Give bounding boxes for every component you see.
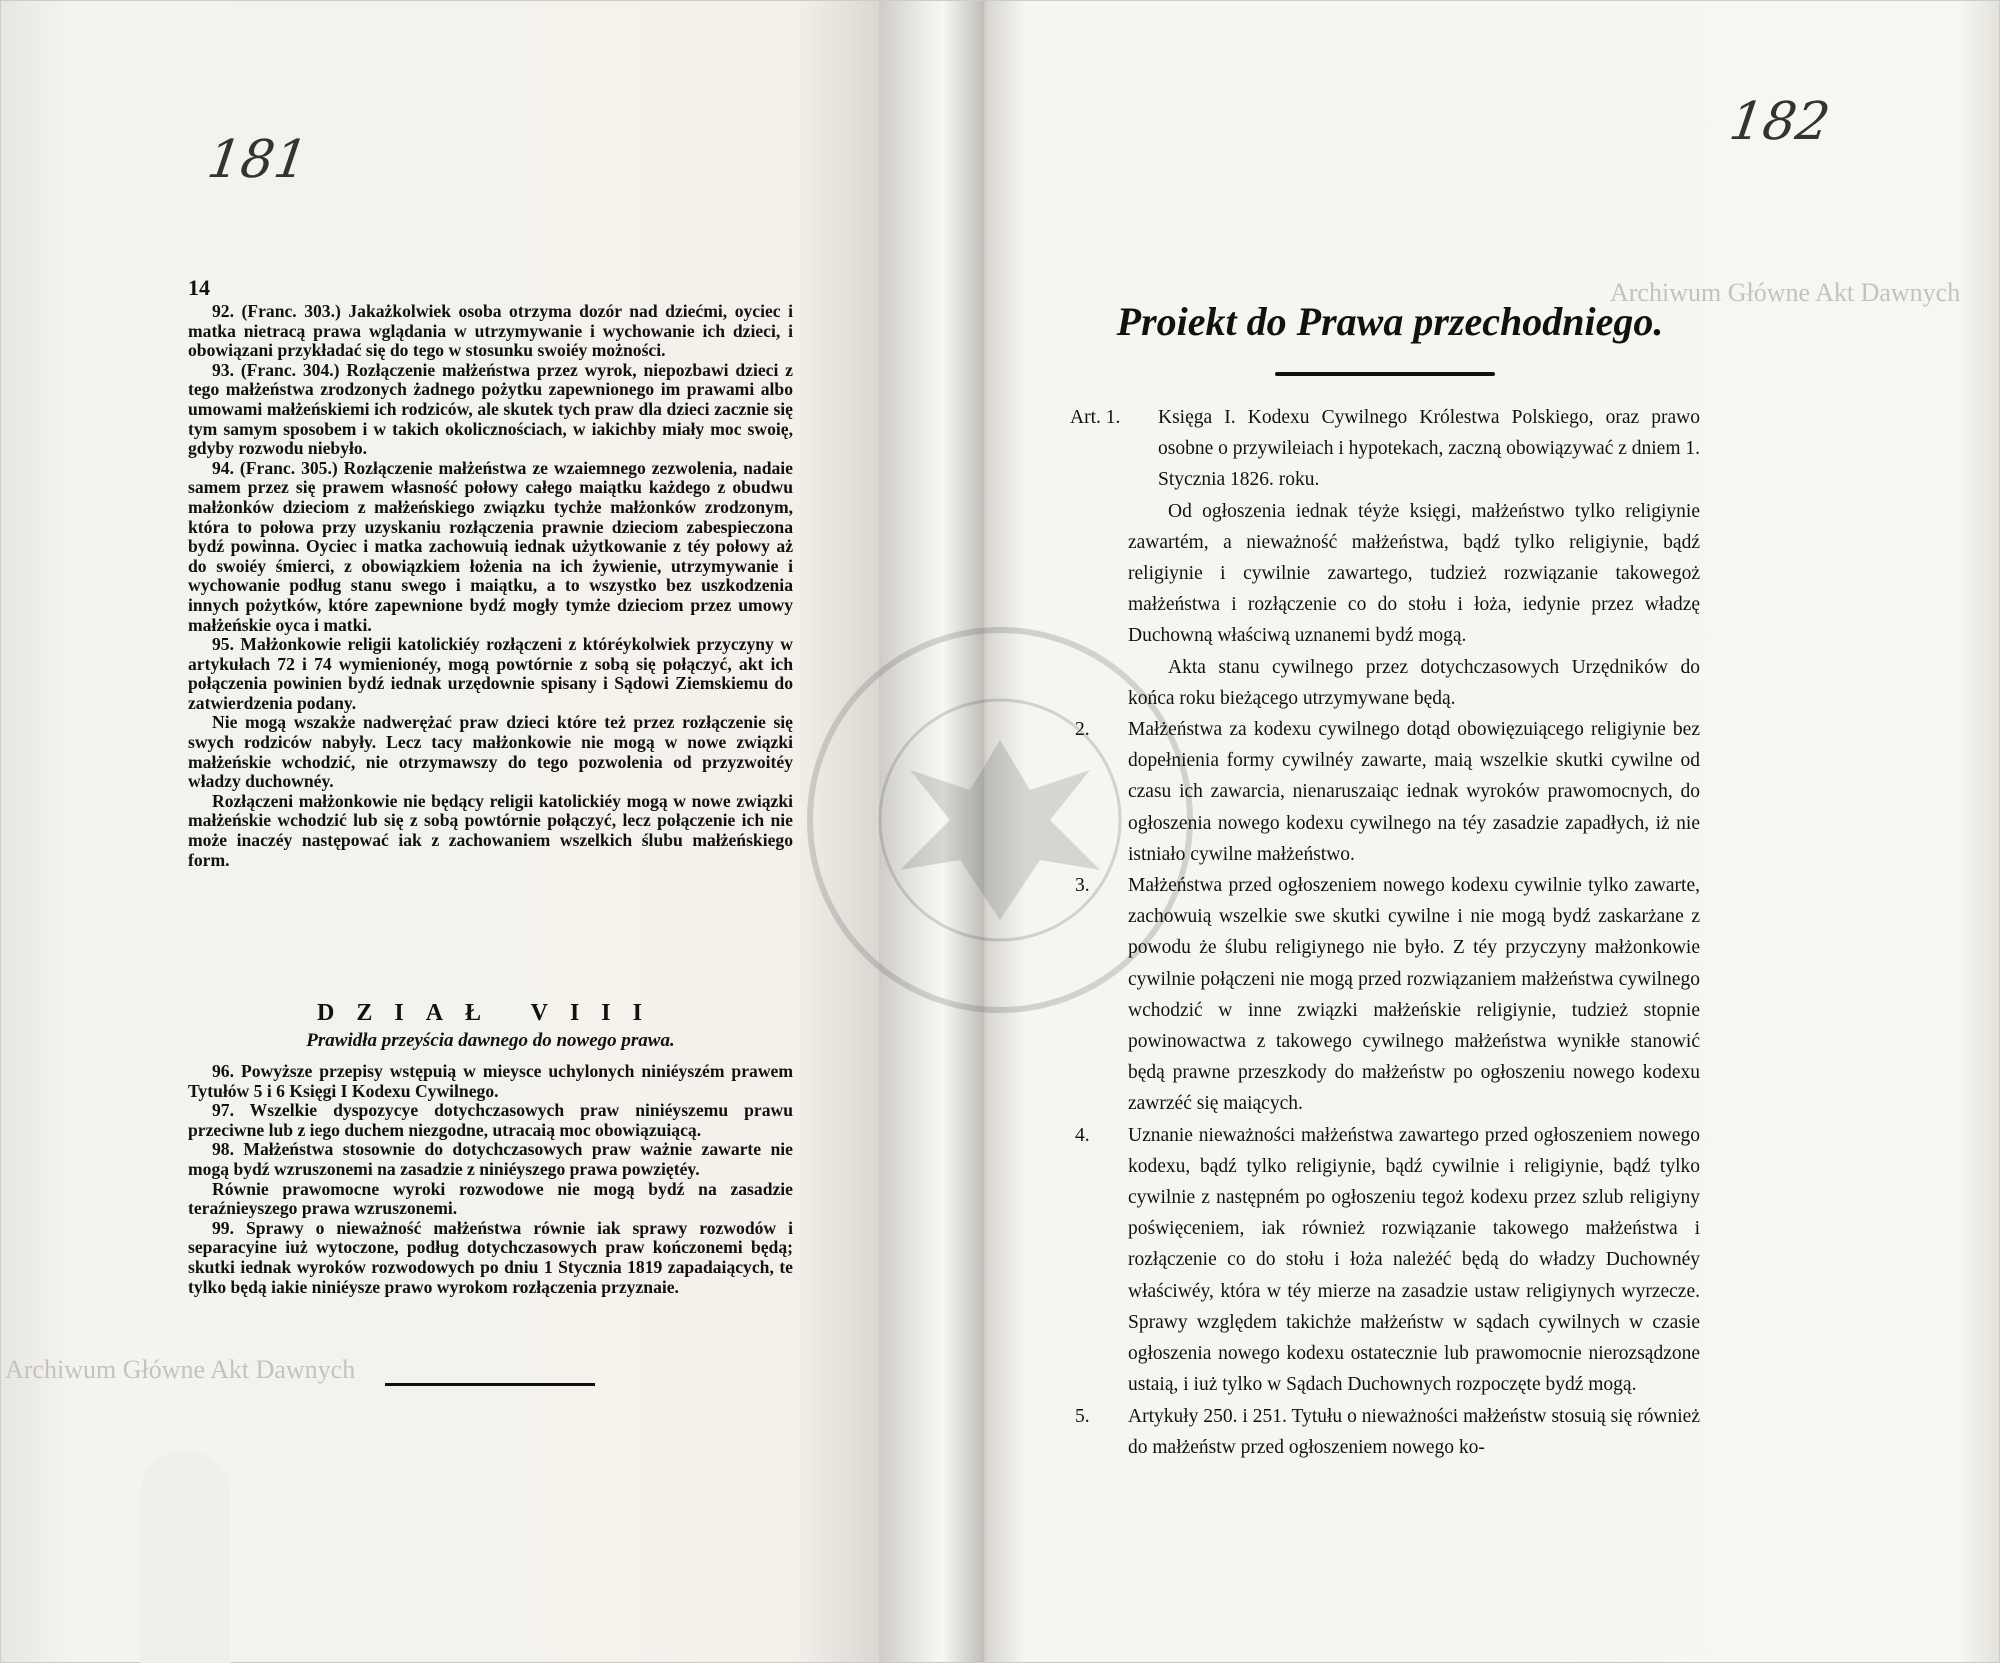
document-title: Proiekt do Prawa przechodniego. bbox=[1116, 299, 1664, 344]
page-number: 14 bbox=[188, 275, 210, 300]
article-number: 4. bbox=[1075, 1124, 1090, 1146]
left-body-text bbox=[188, 302, 793, 870]
handwritten-folio-left: 181 bbox=[203, 130, 312, 190]
end-rule bbox=[385, 1383, 595, 1386]
title-rule bbox=[1275, 372, 1495, 376]
paragraph: 97. Wszelkie dyspozycye dotychczasowych praw niniéyszemu prawu przeciwne lub z iego duchem niezgodne, utracaią moc obowiązuiącą. bbox=[188, 1100, 793, 1140]
article-3 bbox=[1075, 870, 1700, 1120]
paragraph: 93. (Franc. 304.) Rozłączenie małżeństwa przez wyrok, niepozbawi dzieci z tego małżeństwa zrodzonych żadnego pożytku zapewnionego im prawami albo umowami małżeńskiemi ich rodziców, ale skutek tych praw dla dzieci zacznie się tym samym sposobem i w takich okolicznościach, w iakichby miały moc swoię, gdyby rozwodu niebyło. bbox=[188, 359, 793, 459]
section-heading: DZIAŁ VIII bbox=[317, 1000, 664, 1026]
article-4 bbox=[1075, 1120, 1700, 1401]
paragraph: 94. (Franc. 305.) Rozłączenie małżeństwa ze wzaiemnego zezwolenia, nadaie samem przez się prawem własność połowy całego maiątku każdego z obudwu małżonków dzieciom z małżeńskiego związku tychże małżonków zrodzonym, która to połowa przy uzyskaniu rozłączenia prawnie dzieciom zabespieczona bydź powinna. Oyciec i matka zachowuią iednak użytkowanie z téy połowy aż do swoiéy śmierci, z obowiązkiem łożenia na ich żywienie, utrzymywanie i wychowanie podług stanu swego i maiątku, a to wszystko bez uszkodzenia innych pożytków, które zapewnione bydź mogły tymże dzieciom przez umowy małżeńskie oyca i matki. bbox=[188, 457, 793, 635]
paragraph: Małżeństwa za kodexu cywilnego dotąd obowięzuiącego religiynie bez dopełnienia formy cywilnéy zawarte, maią wszelkie skutki cywilne od czasu ich zawarcia, nienaruszaiąc iednak wyroków prawomocnych, do ogłoszenia nowego kodexu cywilnego na téy zasadzie zapadłych, iż nie istniało cywilne małżeństwo. bbox=[1128, 719, 1700, 865]
paragraph: Rozłączeni małżonkowie nie będący religii katolickiéy mogą w nowe związki małżeńskie wchodzić lub się z sobą powtórnie połączyć, lecz połączenie ich nie może inaczéy następować iak z zachowaniem wszelkich ślubu małżeńskiego form. bbox=[188, 790, 793, 870]
right-body-text bbox=[1070, 402, 1700, 1463]
article-number: 2. bbox=[1075, 719, 1090, 741]
section-subtitle: Prawidła przeyścia dawnego do nowego prawa. bbox=[306, 1030, 675, 1051]
paragraph: Akta stanu cywilnego przez dotychczasowych Urzędników do końca roku bieżącego utrzymywane będą. bbox=[1128, 656, 1700, 709]
article-2 bbox=[1075, 714, 1700, 870]
paragraph: 98. Małżeństwa stosownie do dotychczasowych praw ważnie zawarte nie mogą bydź wzruszonemi na zasadzie z niniéyszego prawa powziętéy. bbox=[188, 1139, 793, 1179]
paragraph: 99. Sprawy o nieważność małżeństwa równie iak sprawy rozwodów i separacyine iuż wytoczone, podług dotychczasowych praw kończonemi będą; skutki iednak wyroków rozwodowych po dniu 1 Stycznia 1819 zapadaiących, te tylko będą iakie niniéysze prawo wyrokom rozłączenia przyznaie. bbox=[188, 1217, 793, 1297]
paragraph: 95. Małżonkowie religii katolickiéy rozłączeni z któréykolwiek przyczyny w artykułach 72 i 74 wymienionéy, mogą powtórnie z sobą się połączyć, akt ich połączenia powinien bydź iednak urzędownie spisany i Sądowi Ziemskiemu do zatwierdzenia podany. bbox=[188, 634, 793, 713]
left-body-text-2 bbox=[188, 1062, 793, 1297]
paragraph: Równie prawomocne wyroki rozwodowe nie mogą bydź na zasadzie teraźnieyszego prawa wzruszonemi. bbox=[188, 1178, 793, 1219]
article-5 bbox=[1075, 1401, 1700, 1463]
article-number: 5. bbox=[1075, 1405, 1090, 1427]
handwritten-folio-right: 182 bbox=[1725, 92, 1834, 152]
archive-watermark-left: Archiwum Główne Akt Dawnych bbox=[5, 1355, 356, 1384]
paragraph: Nie mogą wszakże nadwerężać praw dzieci które też przez rozłączenie się swych rodziców nabyły. Lecz tacy małżonkowie nie mogą w nowe związki małżeńskie wchodzić, nie otrzymawszy do tego pozwolenia od przyzwoitéy władzy duchownéy. bbox=[188, 712, 793, 792]
paragraph: Artykuły 250. i 251. Tytułu o nieważności małżeństw stosuią się również do małżeństw przed ogłoszeniem nowego ko- bbox=[1128, 1405, 1700, 1458]
article-1 bbox=[1070, 402, 1700, 714]
paragraph: 96. Powyższe przepisy wstępuią w mieysce uchylonych niniéyszém prawem Tytułów 5 i 6 Księgi I Kodexu Cywilnego. bbox=[188, 1061, 793, 1101]
archive-watermark-right: Archiwum Główne Akt Dawnych bbox=[1610, 278, 1961, 307]
article-number: Art. 1. bbox=[1070, 407, 1121, 428]
article-number: 3. bbox=[1075, 875, 1090, 897]
paragraph: Od ogłoszenia iednak téyże księgi, małżeństwo tylko religiynie zawartém, a nieważność małżeństwa, bądź tylko religiynie, bądź religiynie i cywilnie zawartego, tudzież rozwiązanie takowegoż małżeństwa i rozłączenie co do stołu i łoża, iedynie przez władzę Duchowną właściwą uznanemi bydź mogą. bbox=[1128, 500, 1700, 647]
paragraph: Księga I. Kodexu Cywilnego Królestwa Polskiego, oraz prawo osobne o przywileiach i hypotekach, zaczną obowiązywać z dniem 1. Stycznia 1826. roku. bbox=[1158, 407, 1700, 491]
paper-tab bbox=[140, 1450, 230, 1663]
paragraph: Małżeństwa przed ogłoszeniem nowego kodexu cywilnie tylko zawarte, zachowuią wszelkie swe skutki cywilne i nie mogą bydź zaskarżane z powodu że ślubu religiynego nie było. Z téy przyczyny małżonkowie cywilnie połączeni nie mogą przed rozwiązaniem małżeństwa cywilnego wchodzić w inne związki małżeńskie religiynie, tudzież stopnie powinowactwa z takowego cywilnego małżeństwa wynikłe stanowić będą prawne przeszkody do małżeństw po ogłoszeniu nowego kodexu zawrzéć się maiących. bbox=[1128, 875, 1700, 1115]
paragraph: Uznanie nieważności małżeństwa zawartego przed ogłoszeniem nowego kodexu, bądź tylko religiynie, bądź cywilnie i religiynie, bądź tylko cywilnie z następném po ogłoszeniu tegoż kodexu przez szlub religiyny poświęceniem, iak również rozwiązanie takowego małżeństwa i rozłączenie co do stołu i łoża należéć będą do władzy Duchownéy właściwéy, która w téy mierze na zasadzie ustaw religiynych wyrzecze. Sprawy względem takichże małżeństw w sądach cywilnych w czasie ogłoszenia nowego kodexu ostatecznie lub prawomocnie nierozsądzone ustaią, i iuż tylko w Sądach Duchownych rozpoczęte bydź mogą. bbox=[1128, 1124, 1700, 1396]
paragraph: 92. (Franc. 303.) Jakażkolwiek osoba otrzyma dozór nad dziećmi, oyciec i matka nietracą prawa wglądania w utrzymywanie i wychowanie ich dzieci, i obowiązani przykładać się do tego w stosunku swoiéy możności. bbox=[188, 301, 793, 361]
